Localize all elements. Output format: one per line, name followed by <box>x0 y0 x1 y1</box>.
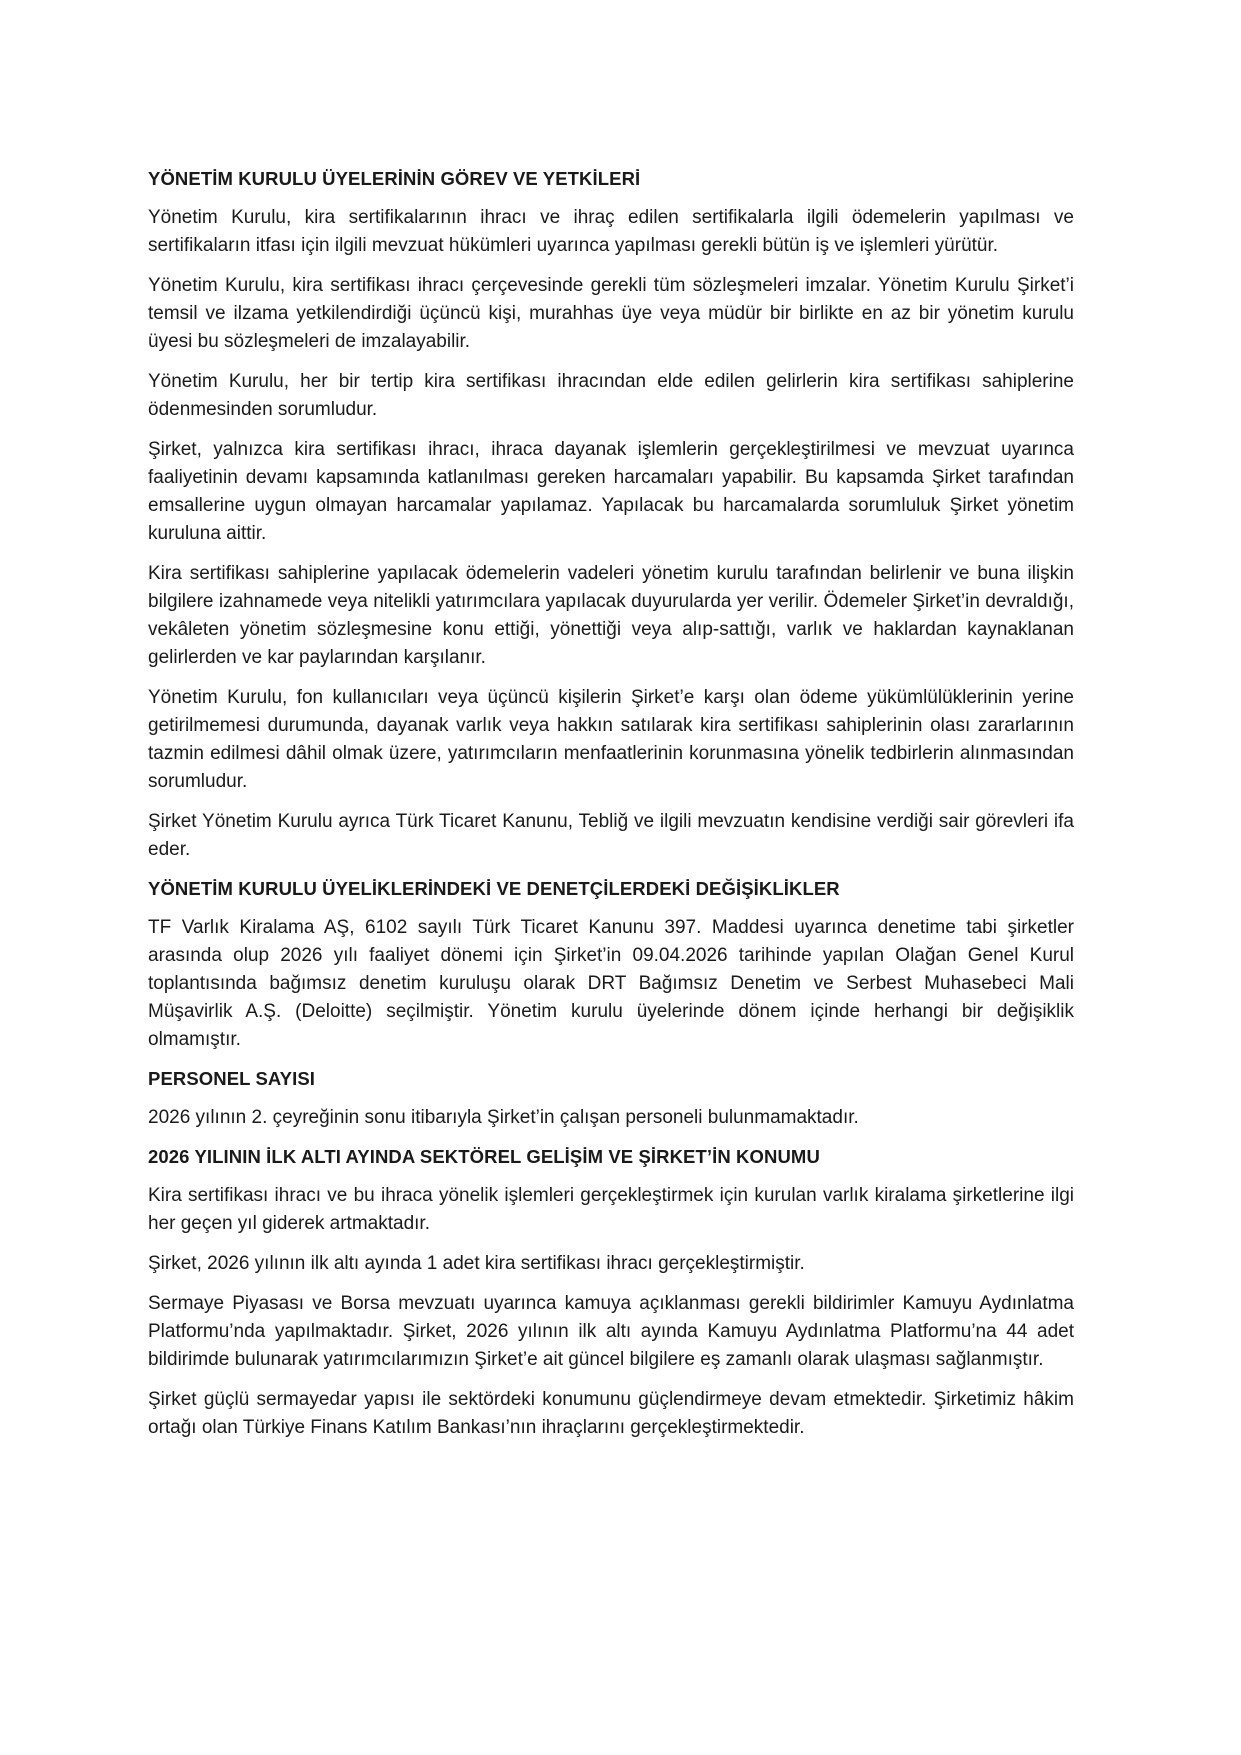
document-page <box>148 166 1074 1454</box>
paragraph: Sermaye Piyasası ve Borsa mevzuatı uyarınca kamuya açıklanması gerekli bildirimler Kamuyu Aydınlatma Platformu’nda yapılmaktadır. Şirket, 2026 yılının ilk altı ayında Kamuyu Aydınlatma Platformu’na 44 adet bildirimde bulunarak yatırımcılarımızın Şirket’e ait güncel bilgilere eş zamanlı olarak ulaşması sağlanmıştır. <box>148 1293 1074 1370</box>
section-heading: 2026 YILININ İLK ALTI AYINDA SEKTÖREL GELİŞİM VE ŞİRKET’İN KONUMU <box>148 1146 820 1167</box>
paragraph: Kira sertifikası sahiplerine yapılacak ödemelerin vadeleri yönetim kurulu tarafından belirlenir ve buna ilişkin bilgilere izahnamede veya nitelikli yatırımcılara yapılacak duyurularda yer verilir. Ödemeler Şirket’in devraldığı, vekâleten yönetim sözleşmesine konu ettiği, yönettiği veya alıp-sattığı, varlık ve haklardan kaynaklanan gelirlerden ve kar paylarından karşılanır. <box>148 563 1074 668</box>
section-personnel <box>148 1066 1074 1132</box>
paragraph: TF Varlık Kiralama AŞ, 6102 sayılı Türk Ticaret Kanunu 397. Maddesi uyarınca denetime tabi şirketler arasında olup 2026 yılı faaliyet dönemi için Şirket’in 09.04.2026 tarihinde yapılan Olağan Genel Kurul toplantısında bağımsız denetim kuruluşu olarak DRT Bağımsız Denetim ve Serbest Muhasebeci Mali Müşavirlik A.Ş. (Deloitte) seçilmiştir. Yönetim kurulu üyelerinde dönem içinde herhangi bir değişiklik olmamıştır. <box>148 917 1074 1050</box>
paragraph: Şirket Yönetim Kurulu ayrıca Türk Ticaret Kanunu, Tebliğ ve ilgili mevzuatın kendisine verdiği sair görevleri ifa eder. <box>148 811 1074 860</box>
section-heading: YÖNETİM KURULU ÜYELERİNİN GÖREV VE YETKİLERİ <box>148 168 641 189</box>
paragraph: Şirket, 2026 yılının ilk altı ayında 1 adet kira sertifikası ihracı gerçekleştirmiştir. <box>148 1253 805 1274</box>
section-sector-development <box>148 1144 1074 1442</box>
paragraph: Kira sertifikası ihracı ve bu ihraca yönelik işlemleri gerçekleştirmek için kurulan varlık kiralama şirketlerine ilgi her geçen yıl giderek artmaktadır. <box>148 1185 1074 1234</box>
paragraph: Şirket, yalnızca kira sertifikası ihracı, ihraca dayanak işlemlerin gerçekleştirilmesi ve mevzuat uyarınca faaliyetinin devamı kapsamında katlanılması gereken harcamaları yapabilir. Bu kapsamda Şirket tarafından emsallerine uygun olmayan harcamalar yapılamaz. Yapılacak bu harcamalarda sorumluluk Şirket yönetim kuruluna aittir. <box>148 439 1074 544</box>
paragraph: Yönetim Kurulu, her bir tertip kira sertifikası ihracından elde edilen gelirlerin kira sertifikası sahiplerine ödenmesinden sorumludur. <box>148 371 1074 420</box>
paragraph: Yönetim Kurulu, kira sertifikası ihracı çerçevesinde gerekli tüm sözleşmeleri imzalar. Yönetim Kurulu Şirket’i temsil ve ilzama yetkilendirdiği üçüncü kişi, murahhas üye veya müdür bir birlikte en az bir yönetim kurulu üyesi bu sözleşmeleri de imzalayabilir. <box>148 275 1074 352</box>
paragraph: Yönetim Kurulu, fon kullanıcıları veya üçüncü kişilerin Şirket’e karşı olan ödeme yükümlülüklerinin yerine getirilmemesi durumunda, dayanak varlık veya hakkın satılarak kira sertifikası sahiplerinin olası zararlarının tazmin edilmesi dâhil olmak üzere, yatırımcıların menfaatlerinin korunmasına yönelik tedbirlerin alınmasından sorumludur. <box>148 687 1074 792</box>
section-board-changes <box>148 876 1074 1054</box>
section-heading: PERSONEL SAYISI <box>148 1068 316 1089</box>
section-board-duties <box>148 166 1074 864</box>
paragraph: Şirket güçlü sermayedar yapısı ile sektördeki konumunu güçlendirmeye devam etmektedir. Şirketimiz hâkim ortağı olan Türkiye Finans Katılım Bankası’nın ihraçlarını gerçekleştirmektedir. <box>148 1389 1074 1438</box>
paragraph: 2026 yılının 2. çeyreğinin sonu itibarıyla Şirket’in çalışan personeli bulunmamaktadır. <box>148 1107 859 1128</box>
section-heading: YÖNETİM KURULU ÜYELİKLERİNDEKİ VE DENETÇİLERDEKİ DEĞİŞİKLİKLER <box>148 878 840 899</box>
paragraph: Yönetim Kurulu, kira sertifikalarının ihracı ve ihraç edilen sertifikalarla ilgili ödemelerin yapılması ve sertifikaların itfası için ilgili mevzuat hükümleri uyarınca yapılması gerekli bütün iş ve işlemleri yürütür. <box>148 207 1074 256</box>
